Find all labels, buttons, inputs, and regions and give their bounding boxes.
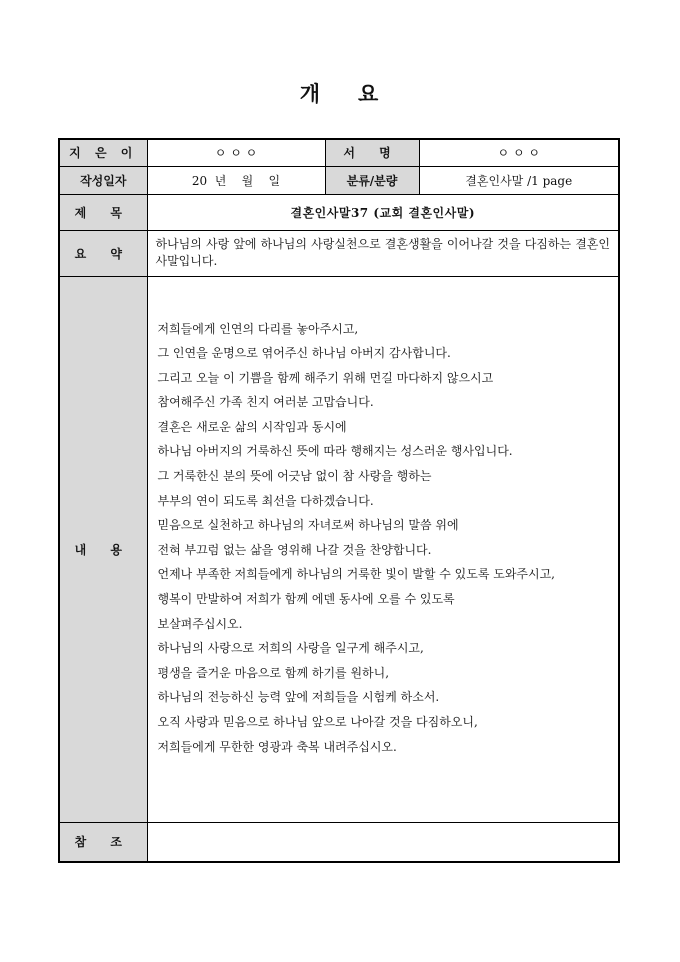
content-line: 하나님의 사랑으로 저희의 사랑을 일구게 해주시고,: [157, 641, 424, 656]
date-label: 작성일자: [59, 166, 147, 194]
content-line: 저희들에게 무한한 영광과 축복 내려주십시오.: [157, 739, 397, 754]
overview-table: [58, 138, 620, 863]
row-reference: [59, 822, 619, 862]
content-line: 그 거룩한신 분의 뜻에 어긋남 없이 참 사랑을 행하는: [157, 469, 432, 484]
content-line: 참여해주신 가족 친지 여러분 고맙습니다.: [157, 395, 374, 410]
category-value: 결혼인사말 /1 page: [419, 166, 619, 194]
row-author: [59, 139, 619, 166]
content-line: 하나님 아버지의 거룩하신 뜻에 따라 행해지는 성스러운 행사입니다.: [157, 444, 513, 459]
content-body: [147, 276, 619, 822]
author-value: ㅇ ㅇ ㅇ: [147, 139, 325, 166]
content-line: 그 인연을 운명으로 엮어주신 하나님 아버지 감사합니다.: [157, 346, 451, 361]
document-title: [0, 78, 680, 108]
content-line: 언제나 부족한 저희들에게 하나님의 거룩한 빛이 발할 수 있도록 도와주시고,: [157, 567, 555, 582]
title-left: 개: [299, 81, 322, 106]
content-line: 저희들에게 인연의 다리를 놓아주시고,: [157, 321, 359, 336]
summary-label: 요 약: [59, 230, 147, 276]
title-right: 요: [358, 81, 381, 106]
date-value: 20 년 월 일: [147, 166, 325, 194]
reference-value: [147, 822, 619, 862]
row-subject: [59, 194, 619, 230]
content-line: 결혼은 새로운 삶의 시작임과 동시에: [157, 419, 347, 434]
content-label: 내 용: [59, 276, 147, 822]
summary-value: 하나님의 사랑 앞에 하나님의 사랑실천으로 결혼생활을 이어나갈 것을 다짐하는 결혼인사말입니다.: [147, 230, 619, 276]
row-date: [59, 166, 619, 194]
content-line: 행복이 만발하여 저희가 함께 에덴 동사에 오를 수 있도록: [157, 592, 455, 607]
content-line: 평생을 즐거운 마음으로 함께 하기를 원하니,: [157, 665, 390, 680]
subject-label: 제 목: [59, 194, 147, 230]
content-line: 그리고 오늘 이 기쁨을 함께 해주기 위해 먼길 마다하지 않으시고: [157, 370, 494, 385]
content-line: 믿음으로 실천하고 하나님의 자녀로써 하나님의 말씀 위에: [157, 518, 459, 533]
content-line: 하나님의 전능하신 능력 앞에 저희들을 시험케 하소서.: [157, 690, 440, 705]
author-label: 지 은 이: [59, 139, 147, 166]
content-line: 부부의 연이 되도록 최선을 다하겠습니다.: [157, 493, 374, 508]
signature-label: 서 명: [325, 139, 419, 166]
subject-value: 결혼인사말37 (교회 결혼인사말): [147, 194, 619, 230]
reference-label: 참 조: [59, 822, 147, 862]
content-lines: [158, 317, 609, 760]
category-label: 분류/분량: [325, 166, 419, 194]
row-summary: [59, 230, 619, 276]
content-line: 오직 사랑과 믿음으로 하나님 앞으로 나아갈 것을 다짐하오니,: [157, 715, 478, 729]
content-line: 전혀 부끄럼 없는 삶을 영위해 나갈 것을 찬양합니다.: [157, 542, 432, 557]
signature-value: ㅇ ㅇ ㅇ: [419, 139, 619, 166]
row-content: [59, 276, 619, 822]
content-line: 보살펴주십시오.: [157, 616, 243, 631]
